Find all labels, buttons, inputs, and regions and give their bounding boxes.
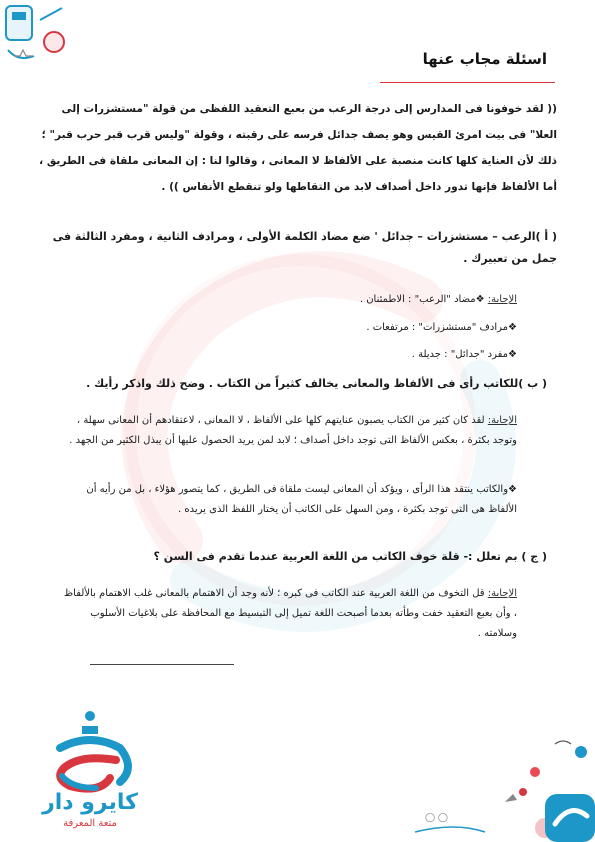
answer-c-text: قل التخوف من اللغة العربية عند الكاتب فى كبره ؛ لأنه وجد أن الاهتمام بالمعانى غلب الاهتمام بالألفاظ ، وأن بعبع التعقيد خفت وطأته بعدما أصبحت اللغة تميل إلى التبسيط مع المحافظة على بلاغيات الأسلوب وسلامته . bbox=[63, 588, 517, 639]
answer-b-text-1: لقد كان كثير من الكتاب يصبون عنايتهم كلها على الألفاظ ، لا المعانى ، لاعتقادهم أن المعانى سهلة ، وتوجد بكثرة ، بعكس الألفاظ التى توجد داخل أصداف ؛ لابد لمن يريد الحصول عليها أن يبذل الكثير من الجهد . bbox=[69, 415, 517, 446]
corner-decoration-icon bbox=[0, 0, 72, 68]
brand-tagline: متعة المعرفة bbox=[63, 818, 117, 829]
question-b: ( ب )للكاتب رأى فى الألفاظ والمعانى يخالف كثيراً من الكتاب . وضح ذلك واذكر رأيك . bbox=[86, 377, 547, 390]
answer-c-paragraph bbox=[60, 584, 517, 644]
question-a: ( أ )الرعب – مستشزرات – جدائل ' ضع مضاد الكلمة الأولى ، ومرادف الثانية ، ومفرد الثالثة فى جمل من تعبيرك . bbox=[52, 230, 557, 265]
answer-b-paragraph-2: ❖والكاتب ينتقد هذا الرأى ، ويؤكد أن المعانى ليست ملقاة فى الطريق ، كما يتصور هؤلاء ، بل من رأيه أن الألفاظ هى التى توجد بكثرة ، ومن السهل على الكاتب أن يختار اللفظ الذى يريده . bbox=[86, 484, 517, 515]
answer-label: الإجابة: bbox=[487, 588, 517, 599]
answer-label: الإجابة: bbox=[487, 415, 517, 426]
brand-name: كايرو دار bbox=[42, 790, 138, 815]
answer-b-paragraph-1 bbox=[60, 411, 517, 451]
title-underline bbox=[380, 82, 555, 83]
question-c: ( ج ) بم تعلل :- قلة خوف الكاتب من اللغة العربية عندما تقدم فى السن ؟ bbox=[153, 550, 547, 563]
answer-a-line-3: ❖مفرد "جدائل" : جديلة . bbox=[411, 349, 517, 360]
answer-a-line-2: ❖مرادف "مستشزرات" : مرتفعات . bbox=[366, 322, 517, 333]
answer-a-line-1 bbox=[60, 290, 517, 310]
corner-decoration-icon bbox=[395, 732, 595, 842]
answer-label: الإجابة: bbox=[487, 294, 517, 305]
page-title: اسئلة مجاب عنها bbox=[422, 50, 547, 68]
intro-passage: (( لقد خوفونا فى المدارس إلى درجة الرعب من بعبع التعقيد اللفظى من قولة "مستشزرات إلى العلا" فى بيت امرئ القيس وهو يصف جدائل فرسه على رقبته ، وقولة "وليس قرب قبر حرب قبر" ؛ ذلك لأن العناية كلها كانت منصبة على الألفاظ لا المعانى ، وقالوا لنا : إن المعانى ملقاة فى الطريق ، أما الألفاظ فإنها تدور داخل أصداف لابد من التقاطها ولو تنقطع الأنفاس )) . bbox=[39, 103, 557, 193]
footnote-divider bbox=[90, 664, 234, 665]
answer-a-text-1: ❖مضاد "الرعب" : الاطمئنان . bbox=[359, 294, 485, 305]
svg-text:◯ ◯: ◯ ◯ bbox=[425, 813, 449, 823]
